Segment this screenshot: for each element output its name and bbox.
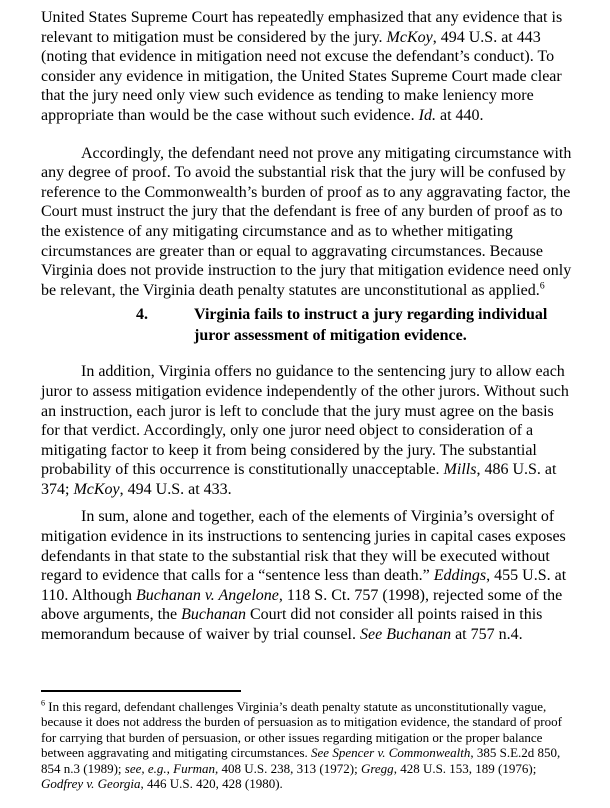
text-run: , 494 U.S. at 443 (noting that evidence in mitigation need not excuse the defendant’s conduct). To consider any evidence in mitigation, the United States Supreme Court made clear that the jury need only view such evidence as tending to make leniency more appropriate than would be the case without such evidence. <box>41 28 562 124</box>
text-run: Buchanan v. Angelone <box>135 586 279 604</box>
text-run: , 455 U.S. at 110. Although <box>41 567 567 604</box>
paragraph-summary <box>41 507 573 644</box>
text-run: 6 <box>539 280 545 292</box>
text-run: United States Supreme Court has repeatedly emphasized that any evidence that is relevant to mitigation must be considered by the jury. <box>41 9 563 46</box>
text-run: In addition, Virginia offers no guidance to the sentencing jury to allow each juror to assess mitigation evidence independently of the other jurors. Without such an instruction, each juror is left to conclude that the jury must agree on the basis for that verdict. Accordingly, only one juror need object to consideration of a mitigating factor to keep it from being considered by the jury. The substantial probability of this occurrence is constitutionally unacceptable. <box>41 363 569 479</box>
text-run: McKoy <box>386 28 433 46</box>
section-heading-text: Virginia fails to instruct a jury regarding individual juror assessment of mitigation evidence. <box>194 306 548 345</box>
text-run: , 428 U.S. 153, 189 (1976); <box>393 760 537 776</box>
text-run: See Spencer v. Commonwealth <box>311 745 471 761</box>
text-run: see, e.g., Furman <box>124 760 216 776</box>
document-body <box>41 8 573 663</box>
text-run: , 494 U.S. at 433. <box>119 480 232 498</box>
text-run: , 446 U.S. 420, 428 (1980). <box>140 776 283 792</box>
section-heading-number: 4. <box>136 306 148 324</box>
paragraph-juror-assessment <box>41 362 573 499</box>
text-run: , 486 U.S. at 374; <box>41 461 557 498</box>
text-run: , 385 S.E.2d 850, 854 n.3 (1989); <box>41 745 561 776</box>
text-run: Eddings <box>433 567 487 585</box>
text-run: Court did not consider all points raised in this memorandum because of waiver by trial counsel. <box>41 606 543 644</box>
text-run: Mills <box>443 461 477 479</box>
paragraph-mitigation-consideration <box>41 8 573 126</box>
text-run: at 440. <box>435 106 484 124</box>
text-run: See Buchanan <box>360 626 452 644</box>
text-run: In this regard, defendant challenges Virginia’s death penalty statute as unconstitutionally vague, because it does not address the burden of persuasion as to mitigation evidence, the standard of proof for carrying that burden of persuasion, or other issues regarding mitigation or the proper balance between aggravating and mitigating circumstances. <box>41 699 562 761</box>
text-run: , 118 S. Ct. 757 (1998), rejected some of the above arguments, the <box>41 586 563 624</box>
text-run: , 408 U.S. 238, 313 (1972); <box>215 760 361 776</box>
text-run: Accordingly, the defendant need not prove any mitigating circumstance with any degree of proof. To avoid the substantial risk that the jury will be confused by reference to the Commonwealth’s burden of proof as to any aggravating factor, the Court must instruct the jury that the defendant is free of any burden of proof as to the existence of any mitigating circumstance and as to whether mitigating circumstances are greater than or equal to aggravating circumstances. Because Virginia does not provide instruction to the jury that mitigation evidence need only be relevant, the Virginia death penalty statutes are unconstitutional as applied. <box>41 144 572 299</box>
footnote-separator-rule <box>41 690 241 692</box>
text-run: at 757 n.4. <box>451 626 523 644</box>
text-run: Godfrey v. Georgia <box>41 776 141 792</box>
text-run: McKoy <box>73 480 120 498</box>
footnote-section <box>41 690 575 791</box>
text-run: Buchanan <box>181 606 246 624</box>
text-run: 6 <box>41 698 46 708</box>
text-run: Id. <box>418 106 436 124</box>
text-run: In sum, alone and together, each of the elements of Virginia’s oversight of mitigation evidence in its instructions to sentencing juries in capital cases exposes defendants in that state to the substantial risk that they will be executed without regard to evidence that calls for a “sentence less than death.” <box>41 508 566 585</box>
text-run: Gregg <box>360 760 394 776</box>
paragraph-burden-of-proof <box>41 144 573 301</box>
section-heading <box>136 304 573 346</box>
footnote-6-text <box>41 699 575 791</box>
